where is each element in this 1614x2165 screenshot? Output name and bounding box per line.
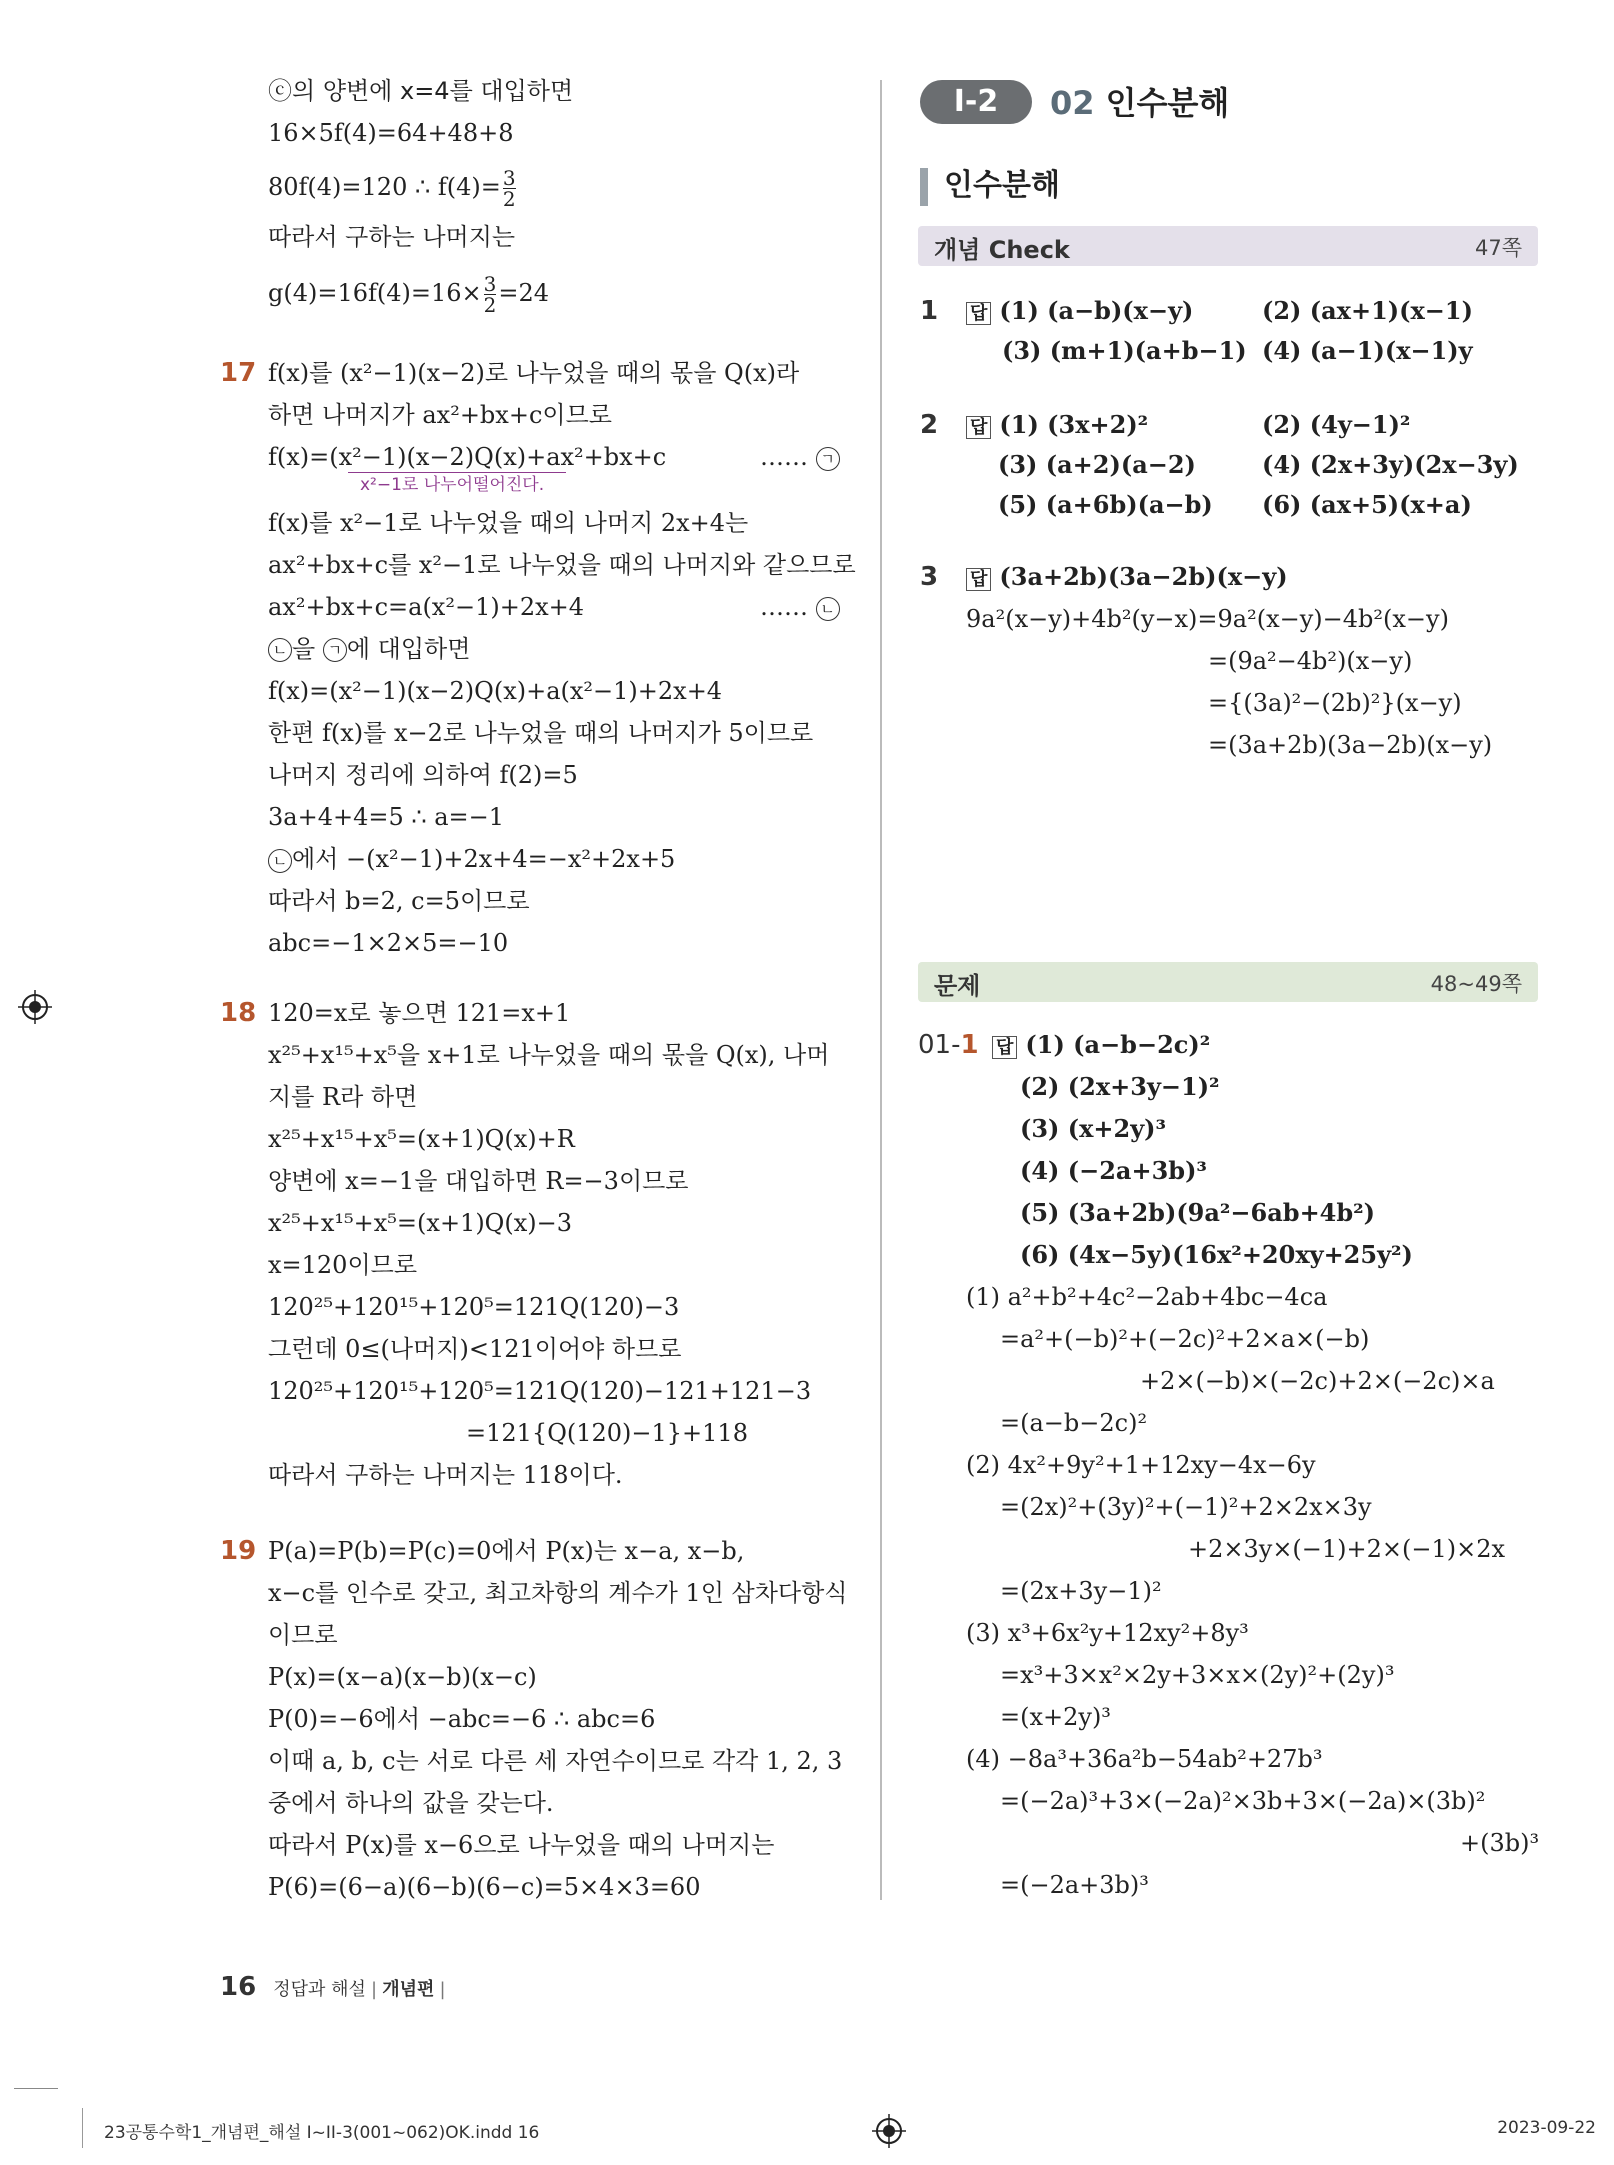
answer-tag: 답 xyxy=(966,302,991,325)
circle-ref: ㄴ xyxy=(268,638,292,662)
answer-line: (2) (2x+3y−1)² xyxy=(1020,1072,1220,1101)
text-line: 한편 f(x)를 x−2로 나누었을 때의 나머지가 5이므로 xyxy=(268,719,814,747)
circle-marker-line xyxy=(760,592,840,622)
column-divider xyxy=(880,80,882,1900)
box-title: 개념 Check xyxy=(934,236,1070,264)
answer-line: (6) (ax+5)(x+a) xyxy=(1262,490,1472,519)
text-line: f(x)=(x²−1)(x−2)Q(x)+ax²+bx+c xyxy=(268,443,667,471)
answer-line: (3) (m+1)(a+b−1) xyxy=(1002,336,1247,365)
answer: (1) (a−b)(x−y) xyxy=(999,296,1194,325)
answer-line xyxy=(966,562,1288,595)
text-line: (4) −8a³+36a²b−54ab²+27b³ xyxy=(966,1745,1323,1773)
text-line: x²⁵+x¹⁵+x⁵=(x+1)Q(x)+R xyxy=(268,1125,575,1153)
text-line: P(x)=(x−a)(x−b)(x−c) xyxy=(268,1663,537,1691)
section-title xyxy=(1050,78,1229,124)
text-line xyxy=(268,168,518,209)
page-number: 16 xyxy=(220,1972,257,2002)
problem-suffix: 1 xyxy=(960,1030,979,1060)
text-line: =a²+(−b)²+(−2c)²+2×a×(−b) xyxy=(1000,1325,1370,1353)
text-line: 120²⁵+120¹⁵+120⁵=121Q(120)−121+121−3 xyxy=(268,1377,812,1405)
text-line: abc=−1×2×5=−10 xyxy=(268,929,509,957)
annotation-underline xyxy=(348,472,566,473)
denominator: 2 xyxy=(483,293,497,317)
crop-line xyxy=(14,2088,58,2089)
text-line: +2×3y×(−1)+2×(−1)×2x xyxy=(1188,1535,1506,1563)
text-line: 지를 R라 하면 xyxy=(268,1083,418,1111)
answer: (1) (3x+2)² xyxy=(999,410,1149,439)
problem-number: 17 xyxy=(220,358,257,388)
question-number: 3 xyxy=(920,562,939,592)
fraction xyxy=(503,168,516,209)
registration-mark-icon xyxy=(872,2114,906,2148)
text-line: f(x)=(x²−1)(x−2)Q(x)+a(x²−1)+2x+4 xyxy=(268,677,723,705)
text-line: ax²+bx+c=a(x²−1)+2x+4 xyxy=(268,593,584,621)
book-part: 개념편 xyxy=(382,1979,435,2000)
file-info: 23공통수학1_개념편_해설 I~II-3(001~062)OK.indd 16 xyxy=(104,2123,540,2143)
subheading-bar xyxy=(920,168,928,206)
registration-mark-icon xyxy=(18,990,52,1024)
text-line xyxy=(268,634,470,664)
box-title: 문제 xyxy=(934,972,981,1000)
text-line: f(x)를 x²−1로 나누었을 때의 나머지 2x+4는 xyxy=(268,509,749,537)
text-line: 따라서 구하는 나머지는 118이다. xyxy=(268,1461,623,1489)
text-line: f(x)를 (x²−1)(x−2)로 나누었을 때의 몫을 Q(x)라 xyxy=(268,359,800,387)
text-line: +(3b)³ xyxy=(1460,1829,1540,1857)
text-line: 120=x로 놓으면 121=x+1 xyxy=(268,999,571,1027)
answer-line: (5) (a+6b)(a−b) xyxy=(998,490,1213,519)
circle-label-1: ㄱ xyxy=(816,447,840,471)
dots: …… xyxy=(760,443,808,471)
answer-tag: 답 xyxy=(992,1036,1017,1059)
text-line xyxy=(268,274,549,315)
text-line: 이므로 xyxy=(268,1621,338,1649)
answer-line: (3) (a+2)(a−2) xyxy=(998,450,1196,479)
subheading xyxy=(920,160,1060,206)
text-line: P(6)=(6−a)(6−b)(6−c)=5×4×3=60 xyxy=(268,1873,701,1901)
equation-text: 80f(4)=120 ∴ f(4)= xyxy=(268,173,501,201)
chapter-badge: Ⅰ-2 xyxy=(920,80,1032,124)
question-number: 1 xyxy=(920,296,939,326)
text-line: =(3a+2b)(3a−2b)(x−y) xyxy=(1208,731,1493,759)
text-line: =(−2a+3b)³ xyxy=(1000,1871,1149,1899)
text-line: =x³+3×x²×2y+3×x×(2y)²+(2y)³ xyxy=(1000,1661,1395,1689)
answer-line: (2) (4y−1)² xyxy=(1262,410,1411,439)
equation-text: =24 xyxy=(498,279,550,307)
text-line: x²⁵+x¹⁵+x⁵=(x+1)Q(x)−3 xyxy=(268,1209,572,1237)
text-line: 하면 나머지가 ax²+bx+c이므로 xyxy=(268,401,612,429)
section-number: 02 xyxy=(1050,84,1095,122)
text-line: 그런데 0≤(나머지)<121이어야 하므로 xyxy=(268,1335,682,1363)
answer-tag: 답 xyxy=(966,568,991,591)
problem-header xyxy=(918,962,1538,1002)
circle-ref: ㄱ xyxy=(323,638,347,662)
text-line: 16×5f(4)=64+48+8 xyxy=(268,119,514,147)
separator: | xyxy=(371,1979,378,2000)
dots: …… xyxy=(760,593,808,621)
text-line: 따라서 구하는 나머지는 xyxy=(268,223,516,251)
numerator: 3 xyxy=(502,166,516,190)
text-line: 이때 a, b, c는 서로 다른 세 자연수이므로 각각 1, 2, 3 xyxy=(268,1747,843,1775)
answer-line: (4) (a−1)(x−1)y xyxy=(1262,336,1473,365)
answer-line: (6) (4x−5y)(16x²+20xy+25y²) xyxy=(1020,1240,1413,1269)
section-title-text: 인수분해 xyxy=(1105,84,1230,122)
crop-line xyxy=(82,2108,83,2148)
fraction xyxy=(484,274,497,315)
problem-prefix: 01- xyxy=(918,1030,961,1060)
text: 에서 −(x²−1)+2x+4=−x²+2x+5 xyxy=(292,845,676,873)
text: 에 대입하면 xyxy=(346,635,471,663)
answer-line: (4) (2x+3y)(2x−3y) xyxy=(1262,450,1519,479)
problem-number: 19 xyxy=(220,1536,257,1566)
text-line: 나머지 정리에 의하여 f(2)=5 xyxy=(268,761,578,789)
annotation: x²−1로 나누어떨어진다. xyxy=(360,475,545,495)
problem-number: 18 xyxy=(220,998,257,1028)
circle-label-2: ㄴ xyxy=(816,597,840,621)
text-line: (1) a²+b²+4c²−2ab+4bc−4ca xyxy=(966,1283,1328,1311)
separator: | xyxy=(439,1979,446,2000)
text-line: 9a²(x−y)+4b²(y−x)=9a²(x−y)−4b²(x−y) xyxy=(966,605,1449,633)
answer-line: (2) (ax+1)(x−1) xyxy=(1262,296,1473,325)
text-line: 양변에 x=−1을 대입하면 R=−3이므로 xyxy=(268,1167,689,1195)
text-line: x−c를 인수로 갖고, 최고차항의 계수가 1인 삼차다항식 xyxy=(268,1579,848,1607)
subheading-text: 인수분해 xyxy=(944,168,1060,203)
answer: (3a+2b)(3a−2b)(x−y) xyxy=(999,562,1288,591)
answer: (1) (a−b−2c)² xyxy=(1025,1030,1211,1059)
text-line: 120²⁵+120¹⁵+120⁵=121Q(120)−3 xyxy=(268,1293,680,1321)
text-line: =(a−b−2c)² xyxy=(1000,1409,1148,1437)
text-line: =(2x+3y−1)² xyxy=(1000,1577,1162,1605)
problem-number xyxy=(918,1030,979,1060)
text-line: 중에서 하나의 값을 갖는다. xyxy=(268,1789,554,1817)
text-line: ⓒ의 양변에 x=4를 대입하면 xyxy=(268,77,574,105)
answer-line: (3) (x+2y)³ xyxy=(1020,1114,1167,1143)
text-line: ={(3a)²−(2b)²}(x−y) xyxy=(1208,689,1462,717)
answer-line xyxy=(966,410,1148,443)
answer-tag: 답 xyxy=(966,416,991,439)
box-page: 47쪽 xyxy=(1474,236,1522,260)
answer-line xyxy=(992,1030,1210,1063)
concept-check-header xyxy=(918,226,1538,266)
circle-marker-line xyxy=(760,442,840,472)
answer-line: (4) (−2a+3b)³ xyxy=(1020,1156,1207,1185)
text-line: x²⁵+x¹⁵+x⁵을 x+1로 나누었을 때의 몫을 Q(x), 나머 xyxy=(268,1041,830,1069)
text-line: =(x+2y)³ xyxy=(1000,1703,1111,1731)
text-line xyxy=(268,844,675,874)
print-date: 2023-09-22 xyxy=(1497,2118,1596,2138)
text-line: ax²+bx+c를 x²−1로 나누었을 때의 나머지와 같으므로 xyxy=(268,551,856,579)
text-line: =121{Q(120)−1}+118 xyxy=(466,1419,748,1447)
text-line: +2×(−b)×(−2c)+2×(−2c)×a xyxy=(1140,1367,1495,1395)
text-line: 3a+4+4=5 ∴ a=−1 xyxy=(268,803,505,831)
text-line: P(0)=−6에서 −abc=−6 ∴ abc=6 xyxy=(268,1705,656,1733)
text-line: (2) 4x²+9y²+1+12xy−4x−6y xyxy=(966,1451,1316,1479)
book-title: 정답과 해설 xyxy=(273,1979,366,2000)
question-number: 2 xyxy=(920,410,939,440)
equation-text: g(4)=16f(4)=16× xyxy=(268,279,482,307)
text: 을 xyxy=(292,635,323,663)
numerator: 3 xyxy=(483,272,497,296)
answer-line: (5) (3a+2b)(9a²−6ab+4b²) xyxy=(1020,1198,1376,1227)
answer-line xyxy=(966,296,1193,329)
page-footer xyxy=(220,1972,446,2002)
text-line: P(a)=P(b)=P(c)=0에서 P(x)는 x−a, x−b, xyxy=(268,1537,745,1565)
denominator: 2 xyxy=(502,187,516,211)
box-page: 48~49쪽 xyxy=(1430,972,1522,996)
text-line: 따라서 b=2, c=5이므로 xyxy=(268,887,530,915)
circle-ref: ㄴ xyxy=(268,849,292,873)
text-line: =(9a²−4b²)(x−y) xyxy=(1208,647,1413,675)
text-line: (3) x³+6x²y+12xy²+8y³ xyxy=(966,1619,1249,1647)
text-line: =(−2a)³+3×(−2a)²×3b+3×(−2a)×(3b)² xyxy=(1000,1787,1486,1815)
text-line: 따라서 P(x)를 x−6으로 나누었을 때의 나머지는 xyxy=(268,1831,775,1859)
text-line: =(2x)²+(3y)²+(−1)²+2×2x×3y xyxy=(1000,1493,1372,1521)
text-line: x=120이므로 xyxy=(268,1251,418,1279)
